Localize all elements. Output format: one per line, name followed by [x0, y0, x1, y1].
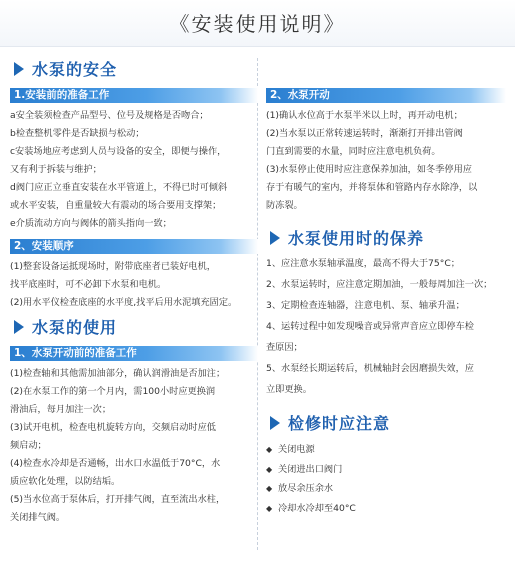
section-heading-maintenance: [266, 225, 506, 251]
left-column: [10, 52, 258, 527]
text-line: (5)当水位高于泵体后，打开排气阀，直至流出水柱，: [10, 494, 226, 505]
text-line: 3、定期检查连轴器，注意电机、泵、轴承升温；: [266, 300, 465, 311]
subsection-bar-prep: 1.安装前的准备工作: [10, 88, 258, 103]
order-list: [10, 258, 258, 312]
text-line: (2)当水泵以正常转速运转时，渐渐打开排出管阀: [266, 128, 463, 139]
section-title: 检修时应注意: [288, 414, 391, 433]
text-line: (2)用水平仪检查底座的水平度,找平后用水泥填充固定。: [10, 297, 238, 308]
text-line: 找平底座时，可不必卸下水泵和电机。: [10, 279, 167, 290]
text-line: 4、运转过程中如发现噪音或异常声音应立即停车检: [266, 321, 474, 332]
text-line: 关闭排气阀。: [10, 512, 66, 523]
text-line: (4)检查水冷却是否通畅，出水口水温低于70°C，水: [10, 458, 221, 469]
text-line: 立即更换。: [266, 384, 312, 395]
text-line: (3)水泵停止使用时应注意保养加油，如冬季停用应: [266, 164, 472, 175]
section-title: 水泵的安全: [32, 60, 118, 79]
text-line: a安全装须检查产品型号、位号及规格是否吻合；: [10, 110, 209, 121]
section-heading-usage: [10, 314, 258, 340]
diamond-bullet-icon: ◆: [266, 484, 273, 493]
section-title: 水泵的使用: [32, 318, 118, 337]
startup-prep-list: [10, 365, 258, 527]
list-item: [266, 479, 506, 499]
inspection-list: [266, 440, 506, 518]
text-line: 或水平安装，自重量较大有震动的场合要用支撑架；: [10, 200, 222, 211]
text-line: 频启动；: [10, 440, 47, 451]
text-line: 5、水泵经长期运转后，机械轴封会因磨损失效，应: [266, 363, 474, 374]
list-item-text: 关闭电源: [278, 444, 315, 455]
text-line: b检查整机零件是否缺损与松动；: [10, 128, 145, 139]
prep-list: [10, 107, 258, 233]
diamond-bullet-icon: ◆: [266, 464, 273, 474]
text-line: 2、水泵运转时，应注意定期加油，一般每周加注一次；: [266, 279, 493, 290]
maintenance-list: [266, 253, 506, 400]
text-line: (3)试开电机，检查电机旋转方向，交频启动时应低: [10, 422, 216, 433]
title-bar: [0, 0, 515, 47]
text-line: 门直到需要的水量，同时应注意电机负荷。: [266, 146, 441, 157]
section-heading-safety: [10, 56, 258, 82]
list-item: [266, 460, 506, 480]
triangle-bullet-icon: [14, 62, 24, 76]
subsection-bar-order: 2、安装顺序: [10, 239, 258, 254]
right-column: [266, 52, 506, 518]
list-item: [266, 499, 506, 519]
text-line: c安装场地应考虑到人员与设备的安全，即便与操作，: [10, 146, 227, 157]
text-line: 查原因；: [266, 342, 303, 353]
diamond-bullet-icon: ◆: [266, 503, 273, 513]
section-heading-inspection: [266, 410, 506, 436]
text-line: 又有利于拆装与维护；: [10, 164, 102, 175]
text-line: 1、应注意水泵轴承温度，最高不得大于75°C；: [266, 258, 460, 269]
subsection-bar-startup-prep: 1、水泵开动前的准备工作: [10, 346, 258, 361]
subsection-bar-startup: 2、水泵开动: [266, 88, 506, 103]
list-item: [266, 440, 506, 460]
triangle-bullet-icon: [270, 416, 280, 430]
text-line: (1)整套设备运抵现场时，附带底座者已装好电机，: [10, 261, 216, 272]
text-line: (1)检查轴和其他需加油部分，确认润滑油是否加注；: [10, 368, 226, 379]
text-line: 防冻裂。: [266, 200, 303, 211]
diamond-bullet-icon: ◆: [266, 445, 273, 454]
triangle-bullet-icon: [270, 231, 280, 245]
text-line: (2)在水泵工作的第一个月内，需100小时应更换润: [10, 386, 216, 397]
section-title: 水泵使用时的保养: [288, 229, 425, 248]
text-line: (1)确认水位高于水泵半米以上时，再开动电机；: [266, 110, 463, 121]
text-line: 质应软化处理，以防结垢。: [10, 476, 121, 487]
list-item-text: 放尽余压余水: [278, 483, 334, 494]
list-item-text: 关闭进出口阀门: [278, 463, 343, 475]
text-line: d阀门应正立垂直安装在水平管道上，不得已时可倾斜: [10, 182, 228, 193]
text-line: e介质流动方向与阀体的箭头指向一致；: [10, 218, 172, 229]
text-line: 存于有暖气的室内，并将泵体和管路内存水除净，以: [266, 182, 478, 193]
triangle-bullet-icon: [14, 320, 24, 334]
document-title: 《安装使用说明》: [169, 12, 346, 36]
text-line: 滑油后，每月加注一次；: [10, 404, 112, 415]
list-item-text: 冷却水冷却至40°C: [278, 502, 356, 514]
startup-list: [266, 107, 506, 215]
